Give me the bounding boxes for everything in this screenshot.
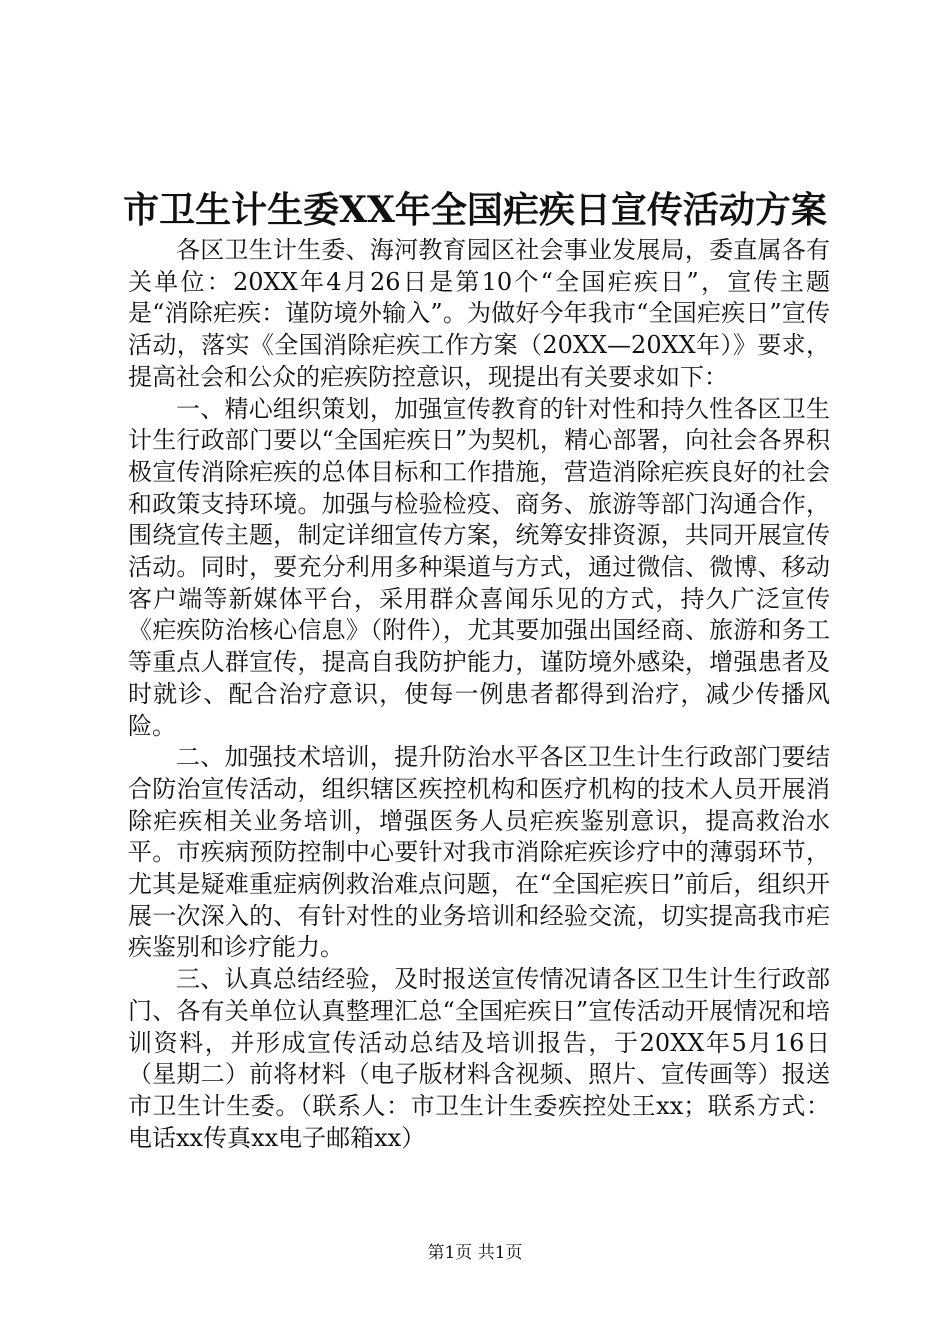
paragraph-section-3: 三、认真总结经验，及时报送宣传情况请各区卫生计生行政部门、各有关单位认真整理汇总“全国疟疾日”宣传活动开展情况和培训资料，并形成宣传活动总结及培训报告，于20XX年5月16日（星期二）前将材料（电子版材料含视频、照片、宣传画等）报送市卫生计生委。（联系人：市卫生计生委疾控处王xx；联系方式：电话xx传真xx电子邮箱xx） — [128, 965, 830, 1152]
paragraph-section-2: 二、加强技术培训，提升防治水平各区卫生计生行政部门要结合防治宣传活动，组织辖区疾控机构和医疗机构的技术人员开展消除疟疾相关业务培训，增强医务人员疟疾鉴别意识，提高救治水平。市疾病预防控制中心要针对我市消除疟疾诊疗中的薄弱环节，尤其是疑难重症病例救治难点问题，在“全国疟疾日”前后，组织开展一次深入的、有针对性的业务培训和经验交流，切实提高我市疟疾鉴别和诊疗能力。 — [128, 743, 830, 962]
document-body — [128, 235, 830, 1154]
paragraph-section-1: 一、精心组织策划，加强宣传教育的针对性和持久性各区卫生计生行政部门要以“全国疟疾日”为契机，精心部署，向社会各界积极宣传消除疟疾的总体目标和工作措施，营造消除疟疾良好的社会和政策支持环境。加强与检验检疫、商务、旅游等部门沟通合作，围绕宣传主题，制定详细宣传方案，统筹安排资源，共同开展宣传活动。同时，要充分利用多种渠道与方式，通过微信、微博、移动客户端等新媒体平台，采用群众喜闻乐见的方式，持久广泛宣传《疟疾防治核心信息》（附件），尤其要加强出国经商、旅游和务工等重点人群宣传，提高自我防护能力，谨防境外感染，增强患者及时就诊、配合治疗意识，使每一例患者都得到治疗，减少传播风险。 — [128, 394, 830, 740]
paragraph-intro: 各区卫生计生委、海河教育园区社会事业发展局，委直属各有关单位：20XX年4月26日是第10个“全国疟疾日”，宣传主题是“消除疟疾：谨防境外输入”。为做好今年我市“全国疟疾日”宣传活动，落实《全国消除疟疾工作方案（20XX—20XX年）》要求，提高社会和公众的疟疾防控意识，现提出有关要求如下： — [128, 236, 830, 391]
page-number-footer: 第1页 共1页 — [427, 1243, 523, 1263]
document-title: 市卫生计生委XX年全国疟疾日宣传活动方案 — [123, 189, 827, 231]
